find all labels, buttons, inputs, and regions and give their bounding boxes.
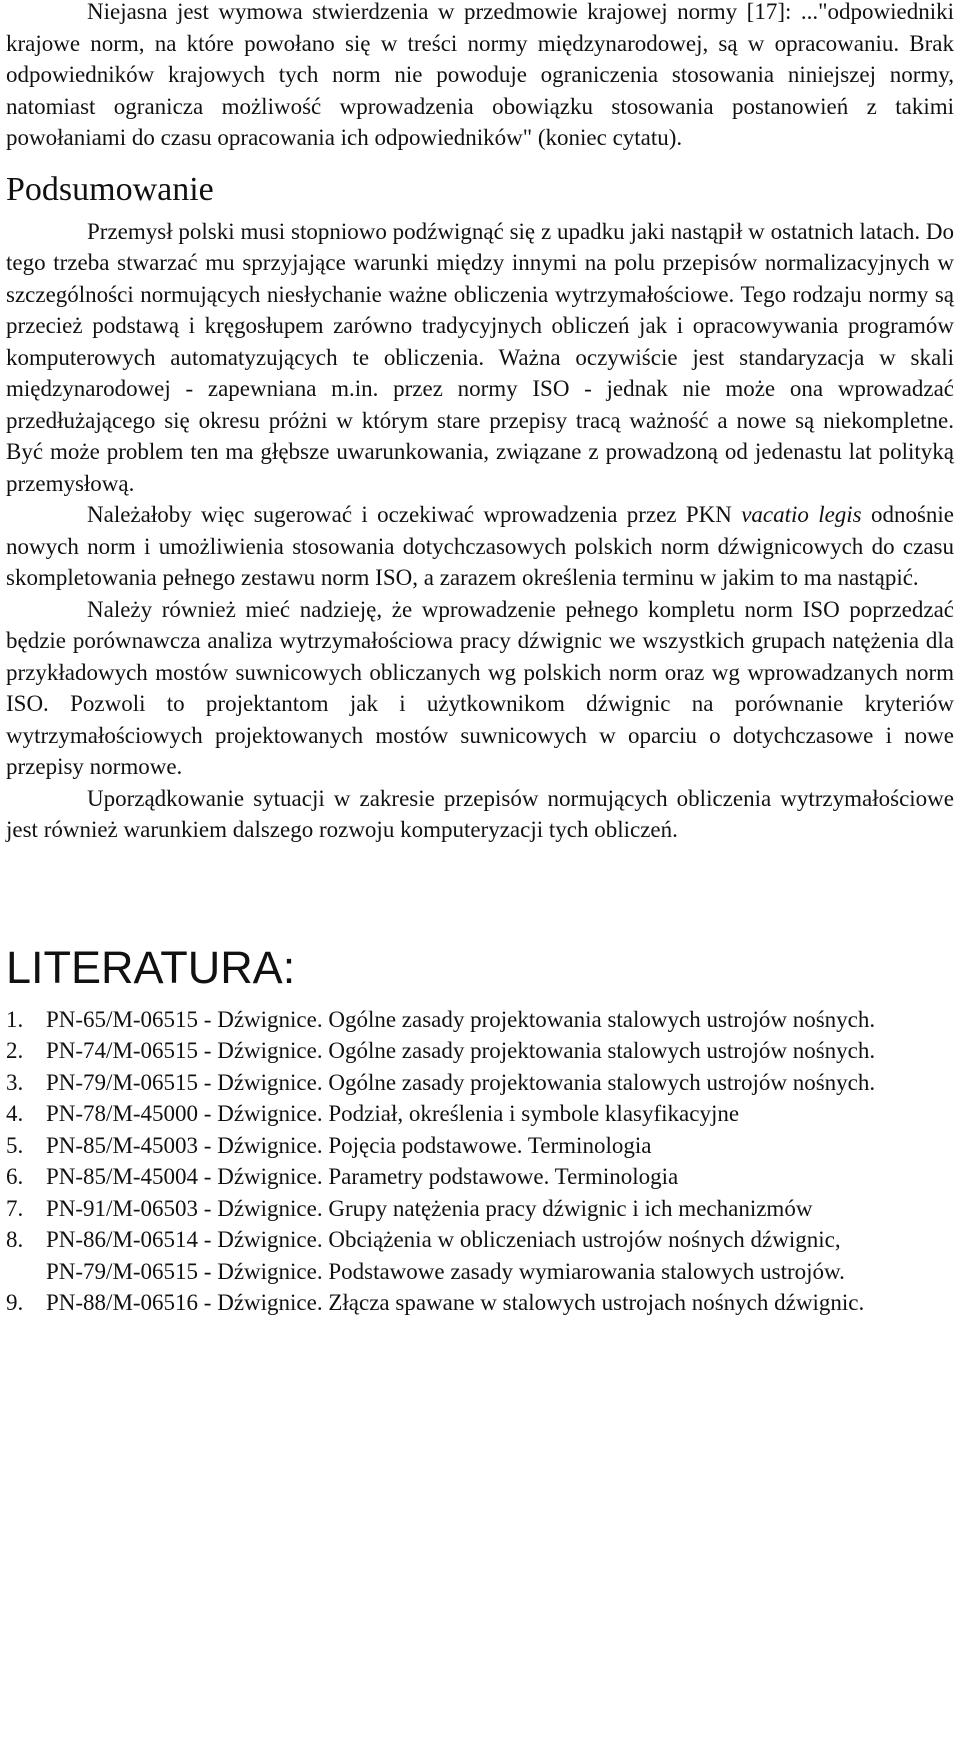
literature-item-text: PN-91/M-06503 - Dźwignice. Grupy natężenia pracy dźwignic i ich mechanizmów (46, 1195, 813, 1221)
literature-item-text: PN-85/M-45003 - Dźwignice. Pojęcia podstawowe. Terminologia (46, 1132, 652, 1158)
literature-item-number: 2. (6, 1038, 24, 1063)
literature-item-number: 3. (6, 1069, 24, 1095)
summary-paragraph-2 (6, 499, 954, 594)
literature-item (6, 1161, 954, 1193)
literature-item (6, 1130, 954, 1162)
literature-item-number: 6. (6, 1164, 24, 1189)
literature-item-text-line: PN-86/M-06514 - Dźwignice. Obciążenia w obliczeniach ustrojów nośnych dźwignic, (46, 1227, 841, 1252)
summary-paragraph-4: Uporządkowanie sytuacji w zakresie przepisów normujących obliczenia wytrzymałościowe jest również warunkiem dalszego rozwoju komputeryzacji tych obliczeń. (6, 785, 954, 842)
paragraph-2-text-end: odnośnie nowych norm i umożliwienia stosowania dotychczasowych polskich norm dźwignicowych do czasu skompletowania pełnego zestawu norm ISO, a zarazem określenia terminu w jakim to ma nastąpić. (6, 502, 954, 590)
summary-paragraph-1: Przemysł polski musi stopniowo podźwignąć się z upadku jaki nastąpił w ostatnich latach. Do tego trzeba stwarzać mu sprzyjające warunki między innymi na polu przepisów normalizacyjnych w szczególności normujących niesłychanie ważne obliczenia wytrzymałościowe. Tego rodzaju normy są przecież podstawą i kręgosłupem zarówno tradycyjnych obliczeń jak i opracowywania programów komputerowych automatyzujących te obliczenia. Ważna oczywiście jest standaryzacja w skali międzynarodowej - zapewniana m.in. przez normy ISO - jednak nie może ona wprowadzać przedłużającego się okresu próżni w którym stare przepisy tracą ważność a nowe są niekompletne. Być może problem ten ma głębsze uwarunkowania, związane z prowadzoną od jedenastu lat polityką przemysłową. (6, 218, 954, 496)
literature-item-text: PN-79/M-06515 - Dźwignice. Ogólne zasady projektowania stalowych ustrojów nośnych. (46, 1069, 876, 1095)
literature-item-text (46, 1224, 954, 1287)
literature-heading: LITERATURA: (6, 941, 296, 993)
summary-heading: Podsumowanie (6, 170, 214, 208)
literature-item-text: PN-65/M-06515 - Dźwignice. Ogólne zasady projektowania stalowych ustrojów nośnych. (46, 1006, 876, 1032)
literature-item (6, 1287, 954, 1319)
literature-item-text: PN-88/M-06516 - Dźwignice. Złącza spawane w stalowych ustrojach nośnych dźwignic. (46, 1290, 865, 1315)
literature-item (6, 1035, 954, 1067)
literature-item-number: 7. (6, 1195, 24, 1221)
literature-item-number: 9. (6, 1290, 24, 1315)
literature-item-number: 8. (6, 1227, 24, 1252)
paragraph-2-text-start: Należałoby więc sugerować i oczekiwać wprowadzenia przez PKN (87, 502, 742, 527)
literature-item (6, 1004, 954, 1036)
literature-item (6, 1098, 954, 1130)
intro-paragraph: Niejasna jest wymowa stwierdzenia w przedmowie krajowej normy [17]: ..."odpowiedniki krajowe norm, na które powołano się w treści normy międzynarodowej, są w opracowaniu. Brak odpowiedników krajowych tych norm nie powoduje ograniczenia stosowania niniejszej normy, natomiast ogranicza możliwość wprowadzenia obowiązku stosowania postanowień z takimi powołaniami do czasu opracowania ich odpowiedników" (koniec cytatu). (6, 0, 954, 150)
literature-item (6, 1193, 954, 1225)
literature-item (6, 1224, 954, 1287)
literature-list (6, 1004, 954, 1319)
literature-item-extra-line: PN-79/M-06515 - Dźwignice. Podstawowe zasady wymiarowania stalowych ustrojów. (46, 1258, 845, 1284)
literature-item-text: PN-74/M-06515 - Dźwignice. Ogólne zasady projektowania stalowych ustrojów nośnych. (46, 1038, 876, 1063)
literature-item (6, 1067, 954, 1099)
document-page (6, 0, 954, 1319)
literature-item-number: 4. (6, 1101, 24, 1126)
literature-item-number: 5. (6, 1132, 24, 1158)
literature-item-number: 1. (6, 1006, 24, 1032)
literature-item-text: PN-85/M-45004 - Dźwignice. Parametry podstawowe. Terminologia (46, 1164, 679, 1189)
literature-item-text: PN-78/M-45000 - Dźwignice. Podział, określenia i symbole klasyfikacyjne (46, 1101, 740, 1126)
latin-term: vacatio legis (741, 502, 862, 527)
summary-paragraph-3: Należy również mieć nadzieję, że wprowadzenie pełnego kompletu norm ISO poprzedzać będzie porównawcza analiza wytrzymałościowa pracy dźwignic we wszystkich grupach natężenia dla przykładowych mostów suwnicowych obliczanych wg polskich norm oraz wg wprowadzanych norm ISO. Pozwoli to projektantom jak i użytkownikom dźwignic na porównanie kryteriów wytrzymałościowych projektowanych mostów suwnicowych w oparciu o dotychczasowe i nowe przepisy normowe. (6, 596, 954, 779)
